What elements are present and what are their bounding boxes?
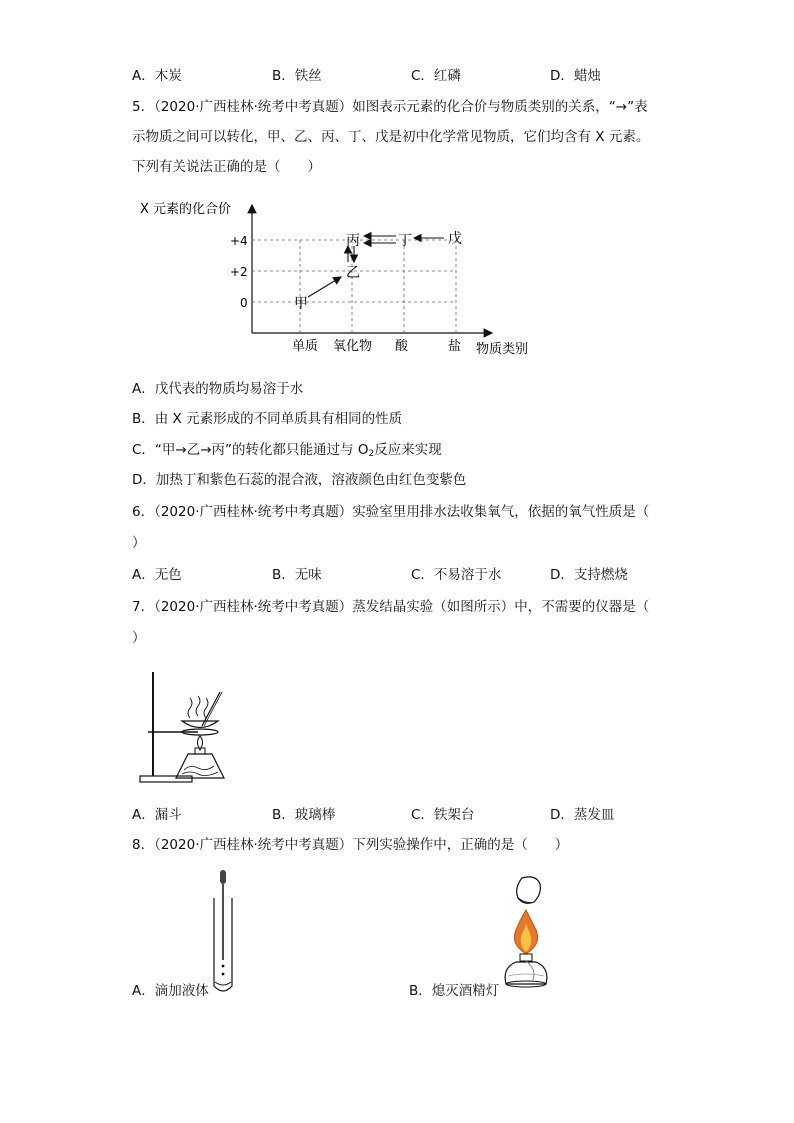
point-yi: 乙 — [346, 265, 360, 281]
x-tick-oxide: 氧化物 — [333, 339, 373, 354]
point-bing: 丙 — [346, 233, 360, 249]
q7-option-c: C．铁架台 — [411, 807, 475, 823]
liquid-drop — [222, 965, 225, 968]
q7-option-b: B．玻璃棒 — [272, 807, 336, 823]
point-ding: 丁 — [398, 233, 412, 249]
q6-option-c: C．不易溶于水 — [411, 567, 502, 583]
x-axis-label: 物质类别 — [476, 342, 529, 357]
q4-option-d: D．蜡烛 — [550, 68, 601, 84]
q6-stem-line1: 6．（2020·广西桂林·统考中考真题）实验室里用排水法收集氧气，依据的氧气性质是（ — [132, 504, 650, 520]
y-tick-zero: 0 — [240, 296, 248, 310]
arrow-jia-to-yi — [308, 277, 341, 297]
q6-stem-line2: ） — [132, 535, 146, 551]
x-tick-elemental: 单质 — [292, 339, 319, 354]
q6-option-a: A．无色 — [132, 567, 182, 583]
q5-option-c-sub: 2 — [368, 449, 375, 459]
iron-stand-base — [140, 776, 192, 782]
q8-option-a: A．滴加液体 — [132, 983, 209, 999]
liquid-level — [215, 982, 231, 985]
q8-option-b: B．熄灭酒精灯 — [409, 983, 500, 999]
x-tick-salt: 盐 — [448, 339, 462, 354]
wick — [526, 961, 534, 982]
y-axis-label: X 元素的化合价 — [140, 202, 232, 217]
q5-option-b: B．由 X 元素形成的不同单质具有相同的性质 — [132, 411, 403, 427]
evaporation-apparatus-figure — [138, 668, 230, 786]
q7-stem-line2: ） — [132, 630, 146, 646]
q6-option-b: B．无味 — [272, 567, 322, 583]
q7-stem-line1: 7．（2020·广西桂林·统考中考真题）蒸发结晶实验（如图所示）中，不需要的仪器是（ — [132, 599, 650, 615]
q5-option-c — [132, 441, 442, 463]
steam — [188, 696, 208, 718]
lamp-neck — [195, 748, 205, 754]
evaporating-dish — [182, 721, 218, 728]
q5-stem-line3: 下列有关说法正确的是（ ） — [132, 159, 321, 175]
q4-option-a: A．木炭 — [132, 68, 182, 84]
q7-option-d: D．蒸发皿 — [550, 807, 615, 823]
extinguish-lamp-figure — [496, 872, 558, 1000]
point-wu: 戊 — [448, 231, 462, 247]
q5-stem-line2: 示物质之间可以转化，甲、乙、丙、丁、戊是初中化学常见物质，它们均含有 X 元素。 — [132, 129, 650, 145]
q5-option-c-post: 反应来实现 — [374, 442, 442, 458]
q5-option-d: D．加热丁和紫色石蕊的混合液，溶液颜色由红色变紫色 — [132, 472, 467, 488]
y-tick-plus4: +4 — [230, 234, 248, 248]
q4-option-c: C．红磷 — [411, 68, 461, 84]
q8-stem: 8．（2020·广西桂林·统考中考真题）下列实验操作中，正确的是（ ） — [132, 837, 569, 853]
dropper-bulb — [220, 870, 226, 884]
point-jia: 甲 — [294, 296, 308, 312]
valence-category-diagram — [130, 195, 550, 360]
alcohol-lamp-body — [176, 754, 224, 778]
q5-option-a: A．戊代表的物质均易溶于水 — [132, 381, 304, 397]
lamp-neck-b — [520, 954, 532, 961]
x-tick-acid: 酸 — [395, 339, 409, 354]
dropper-test-tube-figure — [206, 868, 240, 998]
q7-option-a: A．漏斗 — [132, 807, 182, 823]
y-tick-plus2: +2 — [230, 265, 248, 279]
q5-stem-line1: 5．（2020·广西桂林·统考中考真题）如图表示元素的化合价与物质类别的关系，“→”表 — [132, 99, 648, 115]
q4-option-b: B．铁丝 — [272, 68, 322, 84]
q5-option-c-pre: C．“甲→乙→丙”的转化都只能通过与 O — [132, 442, 369, 458]
q6-option-d: D．支持燃烧 — [550, 567, 628, 583]
alcohol-level — [508, 974, 544, 976]
